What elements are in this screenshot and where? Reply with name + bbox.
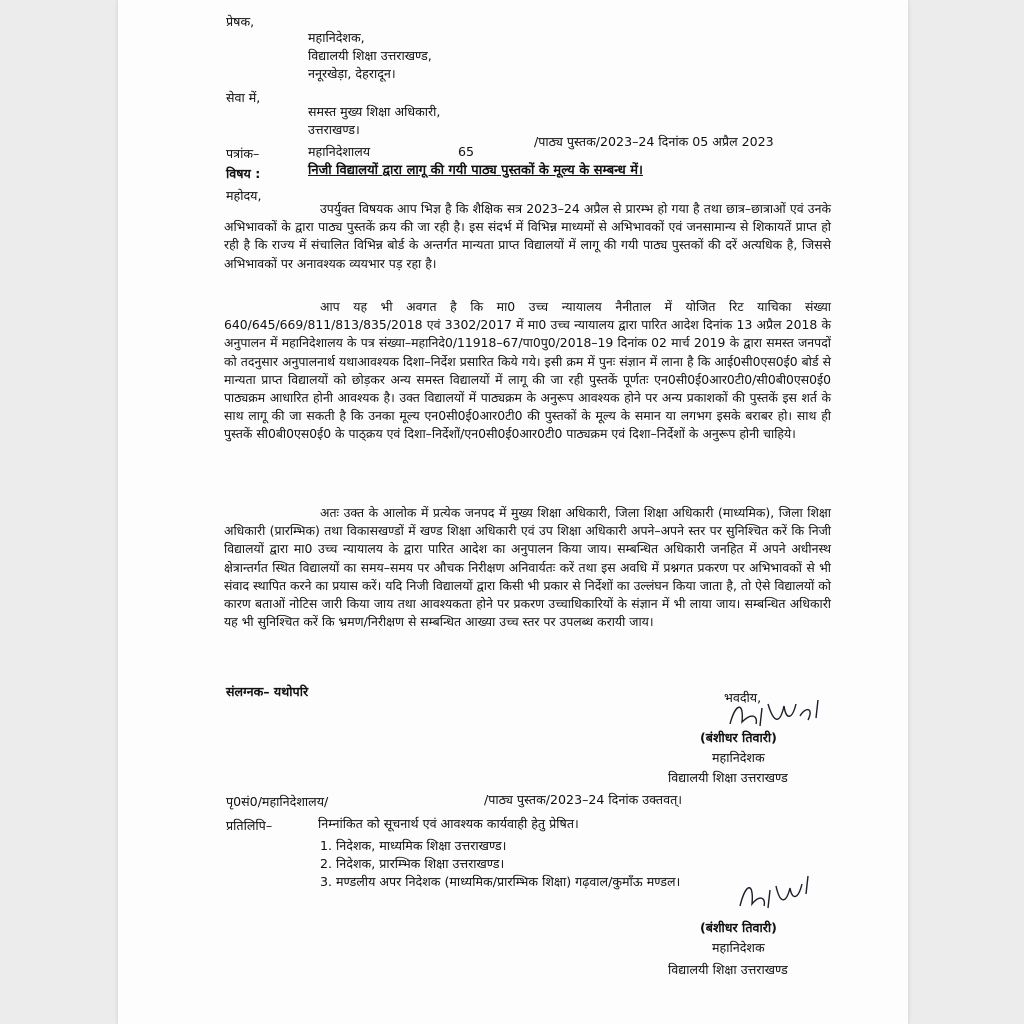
subject-label: विषय : [226, 166, 261, 181]
copy-label: प्रतिलिपि– [226, 818, 273, 833]
recipient-label: सेवा में, [226, 90, 261, 105]
signatory-designation: महानिदेशक [712, 940, 765, 955]
copy-list-item: 1. निदेशक, माध्यमिक शिक्षा उत्तराखण्ड। [320, 838, 507, 853]
closing: भवदीय, [724, 690, 762, 705]
salutation: महोदय, [226, 188, 262, 203]
copy-intro: निम्नांकित को सूचनार्थ एवं आवश्यक कार्यवाही हेतु प्रेषित। [318, 816, 579, 831]
enclosure: संलग्नक– यथोपरि [226, 684, 309, 699]
recipient-line: उत्तराखण्ड। [308, 122, 360, 137]
sender-line: ननूरखेड़ा, देहरादून। [308, 66, 396, 81]
endorsement-ref-left: पृ0सं0/महानिदेशालय/ [226, 794, 329, 809]
body-paragraph-3 [224, 504, 831, 631]
subject-text: निजी विद्यालयों द्वारा लागू की गयी पाठ्य पुस्तकों के मूल्य के सम्बन्ध में। [308, 163, 643, 178]
paragraph-text: आप यह भी अवगत है कि मा0 उच्च न्यायालय नैनीताल में योजित रिट याचिका संख्या 640/645/669/811/813/835/2018 एवं 3302/2017 में मा0 उच्च न्यायालय द्वारा पारित आदेश दिनांक 13 अप्रैल 2018 के अनुपालन में महानिदेशालय के पत्र संख्या–महानिदे0/11918–67/पा0पु0/2018–19 दिनांक 02 मार्च 2019 के द्वारा समस्त जनपदों को तदनुसार अनुपालनार्थ यथाआवश्यक दिशा–निर्देश प्रसारित किये गये। इसी क्रम में पुनः संज्ञान में लाना है कि आई0सी0एस0ई0 बोर्ड से मान्यता प्राप्त विद्यालयों को छोड़कर अन्य समस्त विद्यालयों में लागू की जा रही पुस्तकें पूर्णतः एन0सी0ई0आर0टी0/सी0बी0एस0ई0 पाठ्यक्रम आधारित होनी आवश्यक है। उक्त विद्यालयों में पाठ्यक्रम के अनुरूप आवश्यक होने पर अन्य प्रकाशकों की पुस्तकें इस शर्त के साथ लागू की जा सकती है कि उनका मूल्य एन0सी0ई0आर0टी0 की पुस्तकों के मूल्य के समान या लगभग इसके बराबर हो। साथ ही पुस्तकें सी0बी0एस0ई0 के पाठ्क्रय एवं दिशा–निर्देशों/एन0सी0ई0आर0टी0 पाठ्यक्रम एवं दिशा–निर्देशों के अनुरूप होनी चाहिये। [224, 299, 831, 442]
sender-line: महानिदेशक, [308, 30, 365, 45]
signatory-name: (बंशीधर तिवारी) [700, 920, 777, 935]
paragraph-text: अतः उक्त के आलोक में प्रत्येक जनपद में मुख्य शिक्षा अधिकारी, जिला शिक्षा अधिकारी (माध्यमिक), जिला शिक्षा अधिकारी (प्रारम्भिक) तथा विकासखण्डों में खण्ड शिक्षा अधिकारी एवं उप शिक्षा अधिकारी अपने–अपने स्तर पर सुनिश्चित करें कि निजी विद्यालयों द्वारा मा0 उच्च न्यायालय के द्वारा पारित आदेश का अनुपालन किया जाय। सम्बन्धित अधिकारी जनहित में अपने अधीनस्थ क्षेत्रान्तर्गत स्थित विद्यालयों का समय–समय पर औचक निरीक्षण अनिवार्यतः करें तथा इस अवधि में प्रश्नगत प्रकरण पर अभिभावकों से भी संवाद स्थापित करने का प्रयास करें। यदि निजी विद्यालयों द्वारा किसी भी प्रकार से निर्देशों का उल्लंघन किया जाता है, तो ऐसे विद्यालयों को कारण बताओं नोटिस जारी किया जाय तथा आवश्यकता होने पर प्रकरण उच्चाधिकारियों के संज्ञान में भी लाया जाय। सम्बन्धित अधिकारी यह भी सुनिश्चित करें कि भ्रमण/निरीक्षण से सम्बन्धित आख्या उच्च स्तर पर उपलब्ध करायी जाय। [224, 505, 831, 630]
endorsement-ref-right: /पाठ्य पुस्तक/2023–24 दिनांक उक्तवत्। [484, 792, 683, 807]
copy-list-item: 3. मण्डलीय अपर निदेशक (माध्यमिक/प्रारम्भिक शिक्षा) गढ़वाल/कुमाँऊ मण्डल। [320, 874, 681, 889]
signatory-department: विद्यालयी शिक्षा उत्तराखण्ड [668, 770, 788, 785]
sender-label: प्रेषक, [226, 14, 255, 29]
body-paragraph-1 [224, 200, 831, 273]
reference-label: पत्रांक– [226, 146, 260, 161]
signatory-designation: महानिदेशक [712, 750, 765, 765]
body-paragraph-2 [224, 298, 831, 444]
signature-scribble [722, 694, 832, 734]
signatory-department: विद्यालयी शिक्षा उत्तराखण्ड [668, 962, 788, 977]
reference-number: 65 [458, 144, 475, 159]
sender-line: विद्यालयी शिक्षा उत्तराखण्ड, [308, 48, 432, 63]
signatory-name: (बंशीधर तिवारी) [700, 730, 777, 745]
recipient-line: समस्त मुख्य शिक्षा अधिकारी, [308, 104, 441, 119]
paragraph-text: उपर्युक्त विषयक आप भिज्ञ है कि शैक्षिक सत्र 2023–24 अप्रैल से प्रारम्भ हो गया है तथा छात्र–छात्राओं एवं उनके अभिभावकों के द्वारा पाठ्य पुस्तकें क्रय की जा रही है। इस संदर्भ में विभिन्न माध्यमों से अभिभावकों एवं जनसामान्य से शिकायतें प्राप्त हो रही है कि राज्य में संचालित विभिन्न बोर्ड के अन्तर्गत मान्यता प्राप्त विद्यालयों में लागू की गयी पाठ्य पुस्तकों की दरें अत्यधिक है, जिससे अभिभावकों पर अनावश्यक व्ययभार पड़ रहा है। [224, 201, 831, 271]
signature-scribble [730, 872, 820, 916]
reference-office: महानिदेशालय [308, 144, 371, 159]
reference-rest: /पाठ्य पुस्तक/2023–24 दिनांक 05 अप्रैल 2023 [534, 134, 774, 149]
copy-list-item: 2. निदेशक, प्रारम्भिक शिक्षा उत्तराखण्ड। [320, 856, 505, 871]
